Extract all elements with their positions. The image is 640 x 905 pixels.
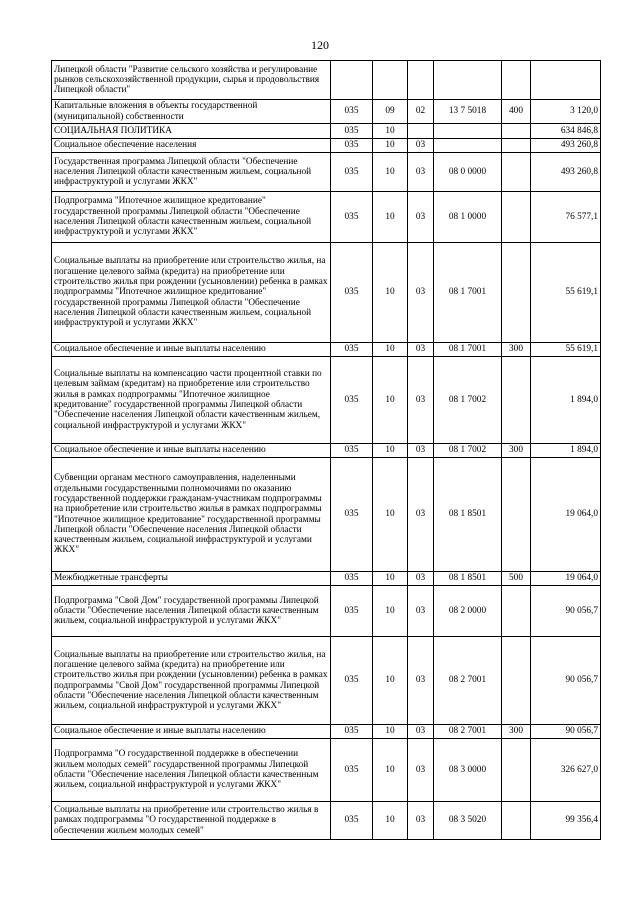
row-name: Подпрограмма "Свой Дом" государственной программы Липецкой области "Обеспечение населения Липецкой области качественным жильем, социальной инфраструктурой и услугами ЖКХ": [52, 586, 331, 637]
row-expense-type-code: [502, 61, 531, 100]
row-subsection-code: 03: [408, 572, 434, 586]
row-grbs-code: 035: [331, 357, 373, 444]
row-amount: 634 846,8: [531, 124, 601, 139]
row-target-article-code: 08 2 0000: [434, 586, 502, 637]
row-amount: 3 120,0: [531, 100, 601, 124]
row-section-code: 10: [373, 343, 408, 357]
row-grbs-code: 035: [331, 192, 373, 243]
row-target-article-code: 08 1 7001: [434, 243, 502, 343]
row-subsection-code: 03: [408, 139, 434, 153]
row-expense-type-code: [502, 739, 531, 802]
row-target-article-code: 13 7 5018: [434, 100, 502, 124]
row-amount: 99 356,4: [531, 802, 601, 840]
row-expense-type-code: [502, 802, 531, 840]
row-subsection-code: 03: [408, 586, 434, 637]
row-name: Капитальные вложения в объекты государственной (муниципальной) собственности: [52, 100, 331, 124]
row-section-code: 09: [373, 100, 408, 124]
row-target-article-code: 08 1 7002: [434, 357, 502, 444]
row-subsection-code: 03: [408, 153, 434, 192]
row-grbs-code: 035: [331, 586, 373, 637]
row-amount: 55 619,1: [531, 243, 601, 343]
row-target-article-code: [434, 124, 502, 139]
row-target-article-code: [434, 139, 502, 153]
table-row: [52, 243, 601, 343]
row-section-code: 10: [373, 139, 408, 153]
table-row: [52, 586, 601, 637]
row-expense-type-code: [502, 153, 531, 192]
table-body: [52, 61, 601, 840]
row-section-code: 10: [373, 586, 408, 637]
row-name: Социальное обеспечение и иные выплаты населению: [52, 725, 331, 739]
table-row: [52, 572, 601, 586]
row-target-article-code: 08 1 0000: [434, 192, 502, 243]
row-expense-type-code: 500: [502, 572, 531, 586]
row-name: Социальное обеспечение населения: [52, 139, 331, 153]
row-subsection-code: 03: [408, 725, 434, 739]
row-amount: 90 056,7: [531, 586, 601, 637]
row-section-code: 10: [373, 124, 408, 139]
row-amount: 19 064,0: [531, 458, 601, 572]
row-name: Социальные выплаты на приобретение или строительство жилья в рамках подпрограммы "О государственной поддержке в обеспечении жильем молодых семей": [52, 802, 331, 840]
row-target-article-code: 08 1 7001: [434, 343, 502, 357]
row-expense-type-code: [502, 139, 531, 153]
row-grbs-code: 035: [331, 243, 373, 343]
row-amount: 493 260,8: [531, 153, 601, 192]
row-subsection-code: 02: [408, 100, 434, 124]
row-subsection-code: 03: [408, 243, 434, 343]
row-expense-type-code: 300: [502, 343, 531, 357]
row-grbs-code: 035: [331, 444, 373, 458]
row-target-article-code: [434, 61, 502, 100]
row-grbs-code: [331, 61, 373, 100]
row-target-article-code: 08 0 0000: [434, 153, 502, 192]
row-name: Подпрограмма "О государственной поддержке в обеспечении жильем молодых семей" государственной программы Липецкой области "Обеспечение населения Липецкой области качественным жильем, социальной инфраструктурой и услугами ЖКХ": [52, 739, 331, 802]
row-subsection-code: 03: [408, 343, 434, 357]
row-amount: 90 056,7: [531, 725, 601, 739]
table-row: [52, 192, 601, 243]
row-grbs-code: 035: [331, 725, 373, 739]
row-amount: 19 064,0: [531, 572, 601, 586]
row-expense-type-code: [502, 637, 531, 725]
row-amount: [531, 61, 601, 100]
row-amount: 1 894,0: [531, 357, 601, 444]
table-row: [52, 725, 601, 739]
row-expense-type-code: 400: [502, 100, 531, 124]
row-amount: 90 056,7: [531, 637, 601, 725]
page-number: 120: [311, 38, 329, 52]
row-expense-type-code: [502, 357, 531, 444]
row-name: СОЦИАЛЬНАЯ ПОЛИТИКА: [52, 124, 331, 139]
row-expense-type-code: [502, 458, 531, 572]
row-subsection-code: 03: [408, 739, 434, 802]
row-grbs-code: 035: [331, 572, 373, 586]
row-subsection-code: [408, 61, 434, 100]
row-grbs-code: 035: [331, 802, 373, 840]
row-name: Социальные выплаты на приобретение или строительство жилья, на погашение целевого займа (кредита) на приобретение или строительство жилья при рождении (усыновлении) ребенка в рамках подпрограммы "Ипотечное жилищное кредитование" государственной программы Липецкой области "Обеспечение населения Липецкой области качественным жильем, социальной инфраструктурой и услугами ЖКХ": [52, 243, 331, 343]
row-section-code: 10: [373, 243, 408, 343]
table-row: [52, 153, 601, 192]
row-amount: 493 260,8: [531, 139, 601, 153]
row-amount: 1 894,0: [531, 444, 601, 458]
row-grbs-code: 035: [331, 139, 373, 153]
row-grbs-code: 035: [331, 458, 373, 572]
row-section-code: 10: [373, 458, 408, 572]
row-section-code: 10: [373, 725, 408, 739]
table-row: [52, 357, 601, 444]
row-target-article-code: 08 1 8501: [434, 572, 502, 586]
table-row: [52, 444, 601, 458]
row-expense-type-code: [502, 243, 531, 343]
row-name: Социальное обеспечение и иные выплаты населению: [52, 343, 331, 357]
row-subsection-code: [408, 124, 434, 139]
row-expense-type-code: [502, 192, 531, 243]
row-grbs-code: 035: [331, 153, 373, 192]
row-amount: 326 627,0: [531, 739, 601, 802]
row-target-article-code: 08 3 5020: [434, 802, 502, 840]
row-expense-type-code: [502, 124, 531, 139]
row-expense-type-code: 300: [502, 444, 531, 458]
row-expense-type-code: [502, 586, 531, 637]
row-target-article-code: 08 2 7001: [434, 637, 502, 725]
table-row: [52, 802, 601, 840]
row-name: Субвенции органам местного самоуправления, наделенными отдельными государственными полномочиями по оказанию государственной поддержки гражданам-участникам подпрограммы на приобретение или строительство жилья в рамках подпрограммы "Ипотечное жилищное кредитование" государственной программы Липецкой области "Обеспечение населения Липецкой области качественным жильем, социальной инфраструктурой и услугами ЖКХ": [52, 458, 331, 572]
row-target-article-code: 08 3 0000: [434, 739, 502, 802]
row-name: Социальное обеспечение и иные выплаты населению: [52, 444, 331, 458]
row-section-code: 10: [373, 739, 408, 802]
table-row: [52, 739, 601, 802]
row-target-article-code: 08 1 8501: [434, 458, 502, 572]
row-target-article-code: 08 2 7001: [434, 725, 502, 739]
row-name: Социальные выплаты на компенсацию части процентной ставки по целевым займам (кредитам) на приобретение или строительство жилья в рамках подпрограммы "Ипотечное жилищное кредитование" государственной программы Липецкой области "Обеспечение населения Липецкой области качественным жильем, социальной инфраструктурой и услугами ЖКХ": [52, 357, 331, 444]
row-name: Липецкой области "Развитие сельского хозяйства и регулирование рынков сельскохозяйственной продукции, сырья и продовольствия Липецкой области": [52, 61, 331, 100]
row-section-code: 10: [373, 444, 408, 458]
row-grbs-code: 035: [331, 739, 373, 802]
row-amount: 76 577,1: [531, 192, 601, 243]
table-row: [52, 343, 601, 357]
row-section-code: 10: [373, 572, 408, 586]
row-grbs-code: 035: [331, 100, 373, 124]
table-row: [52, 100, 601, 124]
row-subsection-code: 03: [408, 192, 434, 243]
row-section-code: 10: [373, 637, 408, 725]
row-subsection-code: 03: [408, 458, 434, 572]
row-name: Межбюджетные трансферты: [52, 572, 331, 586]
budget-table: [51, 60, 601, 840]
row-subsection-code: 03: [408, 444, 434, 458]
table-row: [52, 458, 601, 572]
table-row: [52, 124, 601, 139]
row-amount: 55 619,1: [531, 343, 601, 357]
table-row: [52, 637, 601, 725]
row-subsection-code: 03: [408, 802, 434, 840]
row-grbs-code: 035: [331, 124, 373, 139]
row-section-code: 10: [373, 192, 408, 243]
row-expense-type-code: 300: [502, 725, 531, 739]
row-grbs-code: 035: [331, 343, 373, 357]
row-subsection-code: 03: [408, 637, 434, 725]
row-name: Государственная программа Липецкой области "Обеспечение населения Липецкой области качественным жильем, социальной инфраструктурой и услугами ЖКХ": [52, 153, 331, 192]
table-row: [52, 139, 601, 153]
row-section-code: 10: [373, 153, 408, 192]
row-name: Социальные выплаты на приобретение или строительство жилья, на погашение целевого займа (кредита) на приобретение или строительство жилья при рождении (усыновлении) ребенка в рамках подпрограммы "Свой Дом" государственной программы Липецкой области "Обеспечение населения Липецкой области качественным жильем, социальной инфраструктурой и услугами ЖКХ": [52, 637, 331, 725]
table-row: [52, 61, 601, 100]
row-section-code: 10: [373, 802, 408, 840]
row-section-code: [373, 61, 408, 100]
row-subsection-code: 03: [408, 357, 434, 444]
row-name: Подпрограмма "Ипотечное жилищное кредитование" государственной программы Липецкой области "Обеспечение населения Липецкой области качественным жильем, социальной инфраструктурой и услугами ЖКХ": [52, 192, 331, 243]
row-target-article-code: 08 1 7002: [434, 444, 502, 458]
row-grbs-code: 035: [331, 637, 373, 725]
row-section-code: 10: [373, 357, 408, 444]
